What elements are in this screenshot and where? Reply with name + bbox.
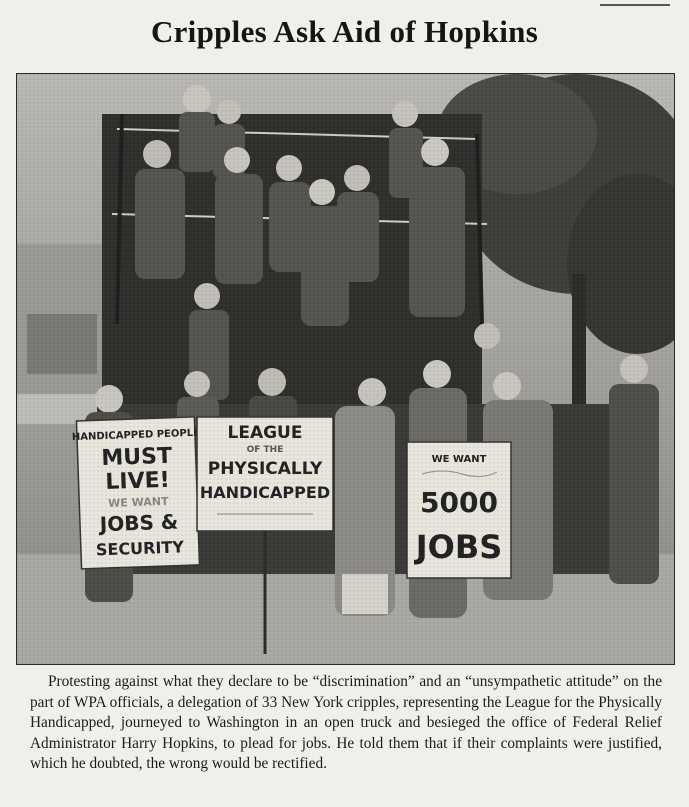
- photo-illustration: [17, 74, 674, 664]
- top-rule: [600, 4, 670, 6]
- photo-caption: Protesting against what they declare to be “discrimination” and an “unsympathetic attitude” on the part of WPA officials, a delegation of 33 New York cripples, representing the League for the Physically Handicapped, journeyed to Washington in an open truck and besieged the office of Federal Relief Administrator Harry Hopkins, to plead for jobs. He told them that if their complaints were justified, which he doubted, the wrong would be rectified.: [30, 673, 662, 772]
- halftone-grain: [17, 74, 674, 664]
- news-photo: [16, 73, 675, 665]
- headline: Cripples Ask Aid of Hopkins: [150, 14, 539, 49]
